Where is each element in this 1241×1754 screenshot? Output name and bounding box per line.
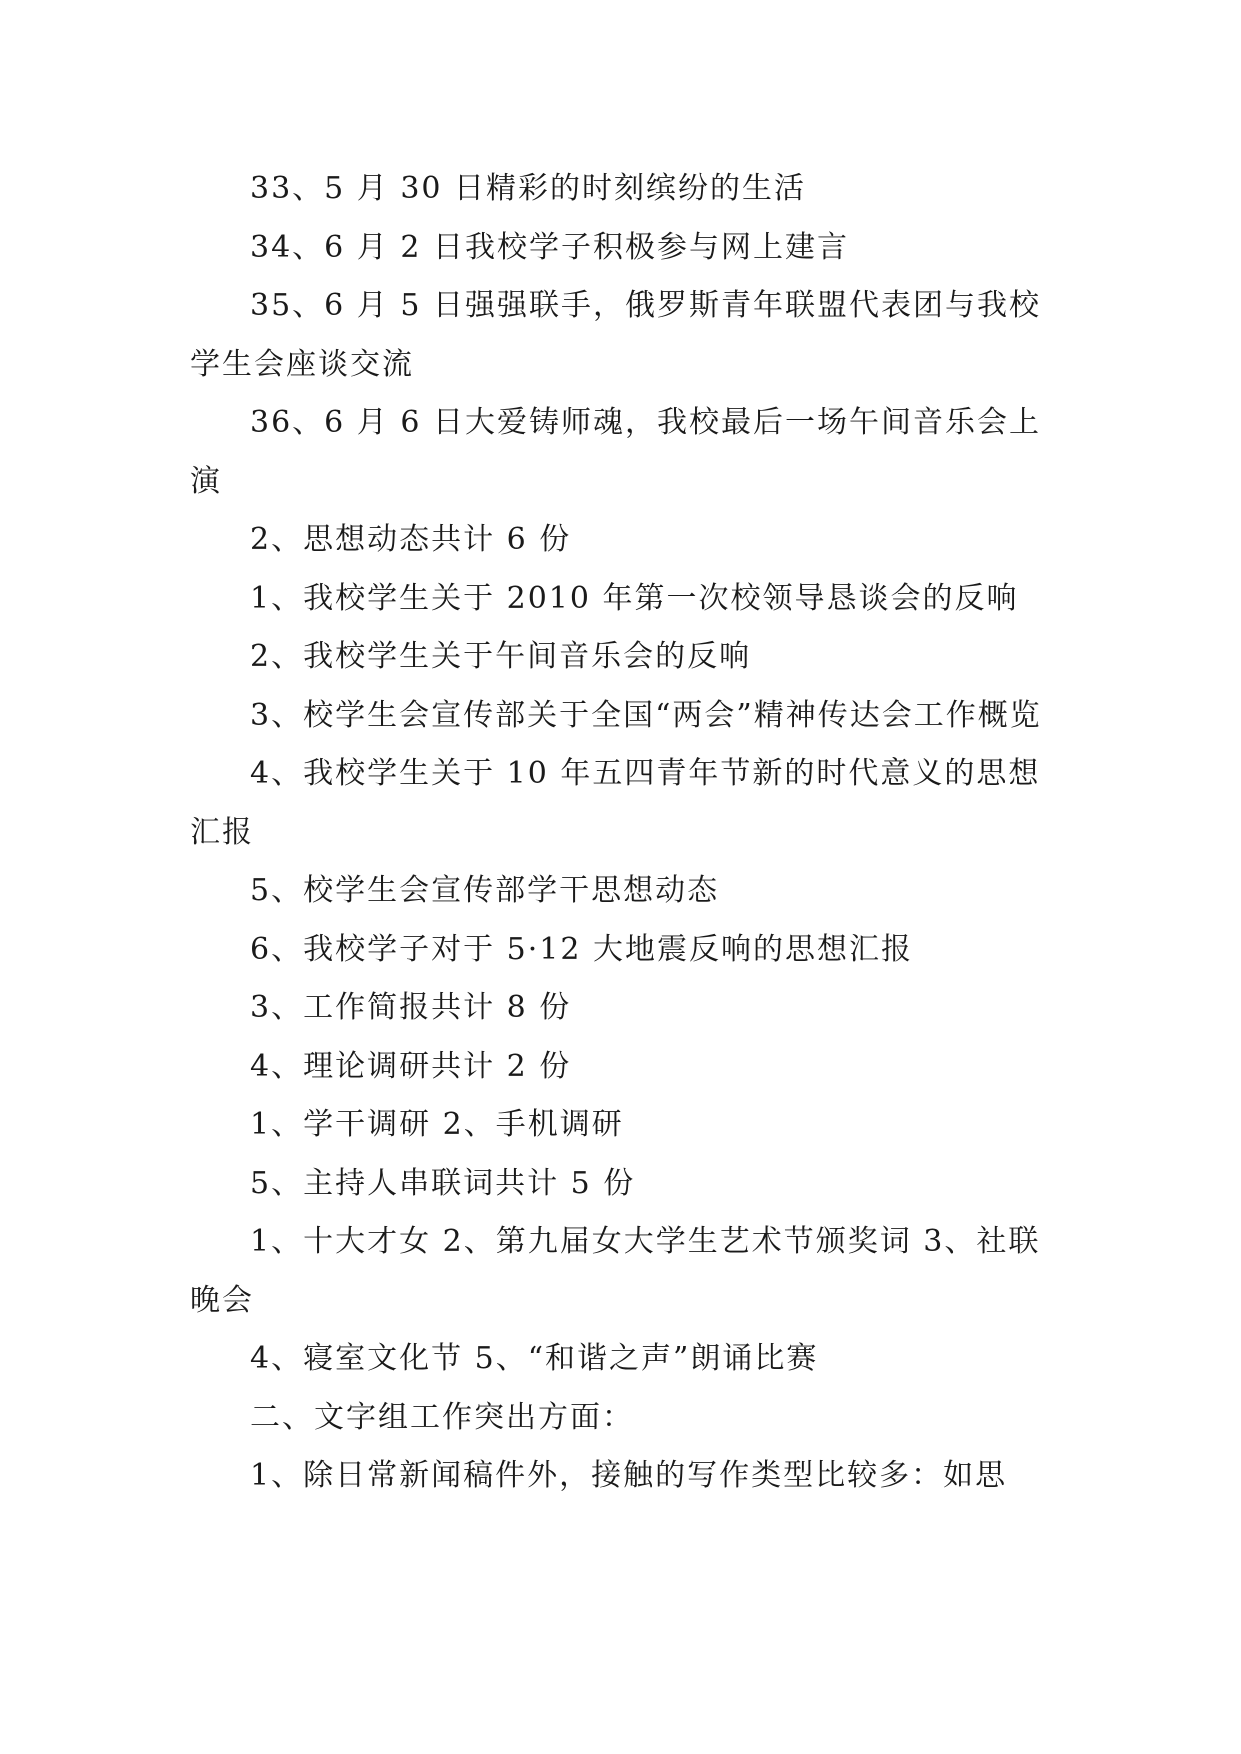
paragraph: 35、6 月 5 日强强联手，俄罗斯青年联盟代表团与我校学生会座谈交流 bbox=[190, 288, 1041, 382]
paragraph: 5、校学生会宣传部学干思想动态 bbox=[250, 873, 720, 908]
paragraph: 5、主持人串联词共计 5 份 bbox=[250, 1165, 636, 1201]
paragraph: 2、我校学生关于午间音乐会的反响 bbox=[250, 639, 752, 674]
paragraph: 33、5 月 30 日精彩的时刻缤纷的生活 bbox=[250, 171, 807, 206]
paragraph: 3、工作简报共计 8 份 bbox=[250, 990, 572, 1025]
paragraph: 36、6 月 6 日大爱铸师魂，我校最后一场午间音乐会上演 bbox=[190, 405, 1041, 499]
paragraph: 3、校学生会宣传部关于全国“两会”精神传达会工作概览 bbox=[250, 697, 1042, 733]
paragraph: 1、学干调研 2、手机调研 bbox=[250, 1107, 624, 1142]
paragraph: 6、我校学子对于 5·12 大地震反响的思想汇报 bbox=[250, 931, 913, 967]
paragraph: 2、思想动态共计 6 份 bbox=[250, 522, 572, 557]
paragraph: 4、理论调研共计 2 份 bbox=[250, 1048, 572, 1084]
paragraph: 4、寝室文化节 5、“和谐之声”朗诵比赛 bbox=[250, 1341, 819, 1376]
paragraph: 1、十大才女 2、第九届女大学生艺术节颁奖词 3、社联晚会 bbox=[190, 1224, 1041, 1318]
paragraph: 1、我校学生关于 2010 年第一次校领导恳谈会的反响 bbox=[250, 580, 1019, 616]
paragraph: 1、除日常新闻稿件外，接触的写作类型比较多：如思 bbox=[250, 1458, 1008, 1493]
paragraph: 二、文字组工作突出方面： bbox=[250, 1399, 634, 1435]
paragraph: 4、我校学生关于 10 年五四青年节新的时代意义的思想汇报 bbox=[190, 756, 1041, 850]
paragraph: 34、6 月 2 日我校学子积极参与网上建言 bbox=[250, 229, 849, 265]
document-body bbox=[190, 160, 1050, 1506]
